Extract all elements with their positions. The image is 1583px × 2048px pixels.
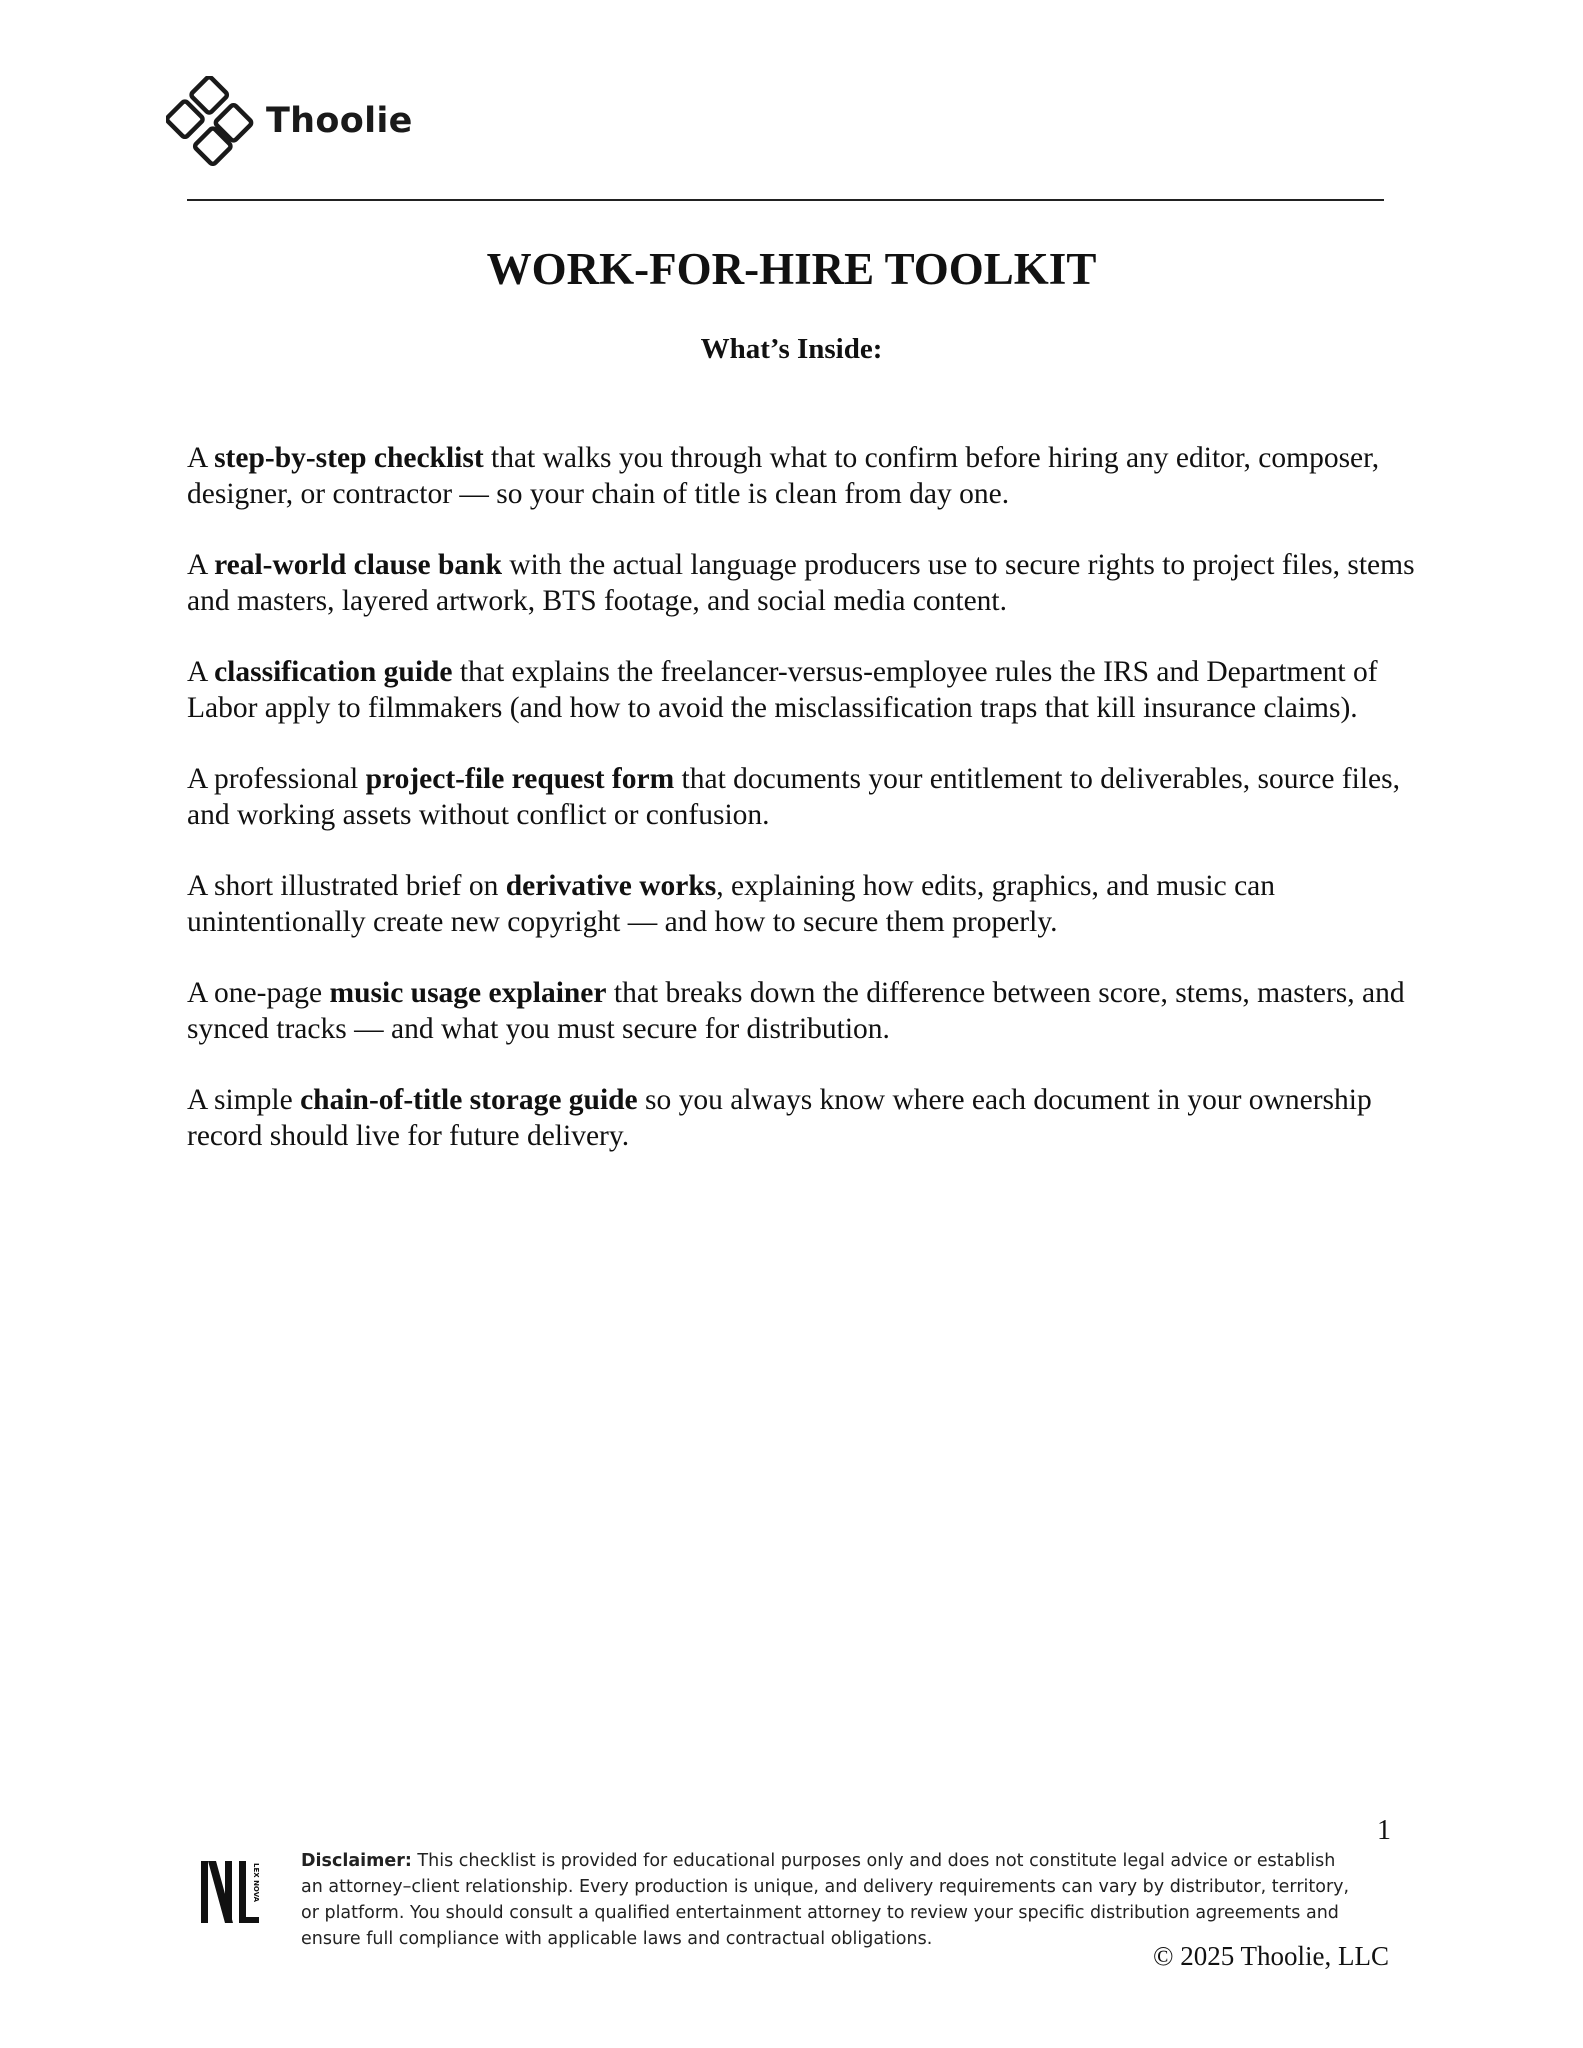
item-highlight: step-by-step checklist bbox=[214, 442, 484, 474]
toolkit-contents-list bbox=[187, 440, 1417, 1189]
item-highlight: real-world clause bank bbox=[214, 549, 502, 581]
disclaimer-text: This checklist is provided for educational purposes only and does not constitute legal advice or establish an attorney–client relationship. Every production is unique, and delivery requirements can vary by distributor, territory, or platform. You should consult a qualified entertainment attorney to review your specific distribution agreements and ensure full compliance with applicable laws and contractual obligations. bbox=[301, 1851, 1350, 1949]
item-highlight: chain-of-title storage guide bbox=[300, 1084, 638, 1116]
list-item: A step-by-step checklist that walks you through what to confirm before hiring any editor, composer, designer, or contractor — so your chain of title is clean from day one. bbox=[187, 442, 1380, 510]
list-item: A classification guide that explains the freelancer-versus-employee rules the IRS and Department of Labor apply to filmmakers (and how to avoid the misclassification traps that kill insurance claims). bbox=[187, 656, 1378, 724]
item-highlight: music usage explainer bbox=[329, 977, 607, 1009]
item-highlight: derivative works bbox=[505, 870, 717, 902]
copyright-notice: © 2025 Thoolie, LLC bbox=[1153, 1941, 1389, 1971]
list-item: A one-page music usage explainer that breaks down the difference between score, stems, masters, and synced tracks — and what you must secure for distribution. bbox=[187, 977, 1405, 1045]
interlocking-diamonds-icon bbox=[166, 76, 256, 166]
disclaimer bbox=[301, 1848, 1361, 1952]
item-highlight: project-file request form bbox=[365, 763, 675, 795]
nl-monogram-icon bbox=[199, 1857, 265, 1927]
disclaimer-label: Disclaimer: bbox=[301, 1851, 412, 1871]
brand-logo bbox=[166, 76, 413, 166]
list-item: A professional project-file request form that documents your entitlement to deliverables, source files, and working assets without conflict or confusion. bbox=[187, 763, 1400, 831]
page-title: WORK-FOR-HIRE TOOLKIT bbox=[486, 244, 1097, 294]
list-item: A short illustrated brief on derivative works, explaining how edits, graphics, and music can unintentionally create new copyright — and how to secure them properly. bbox=[187, 870, 1276, 938]
header-divider bbox=[187, 199, 1384, 201]
item-highlight: classification guide bbox=[214, 656, 453, 688]
brand-name: Thoolie bbox=[266, 101, 413, 141]
list-item: A simple chain-of-title storage guide so you always know where each document in your ownership record should live for future delivery. bbox=[187, 1084, 1372, 1152]
logo-small-text: LEX NOVA bbox=[252, 1863, 260, 1903]
page-number: 1 bbox=[1377, 1815, 1391, 1846]
section-subtitle: What’s Inside: bbox=[700, 333, 883, 365]
list-item: A real-world clause bank with the actual language producers use to secure rights to project files, stems and masters, layered artwork, BTS footage, and social media content. bbox=[187, 549, 1415, 617]
